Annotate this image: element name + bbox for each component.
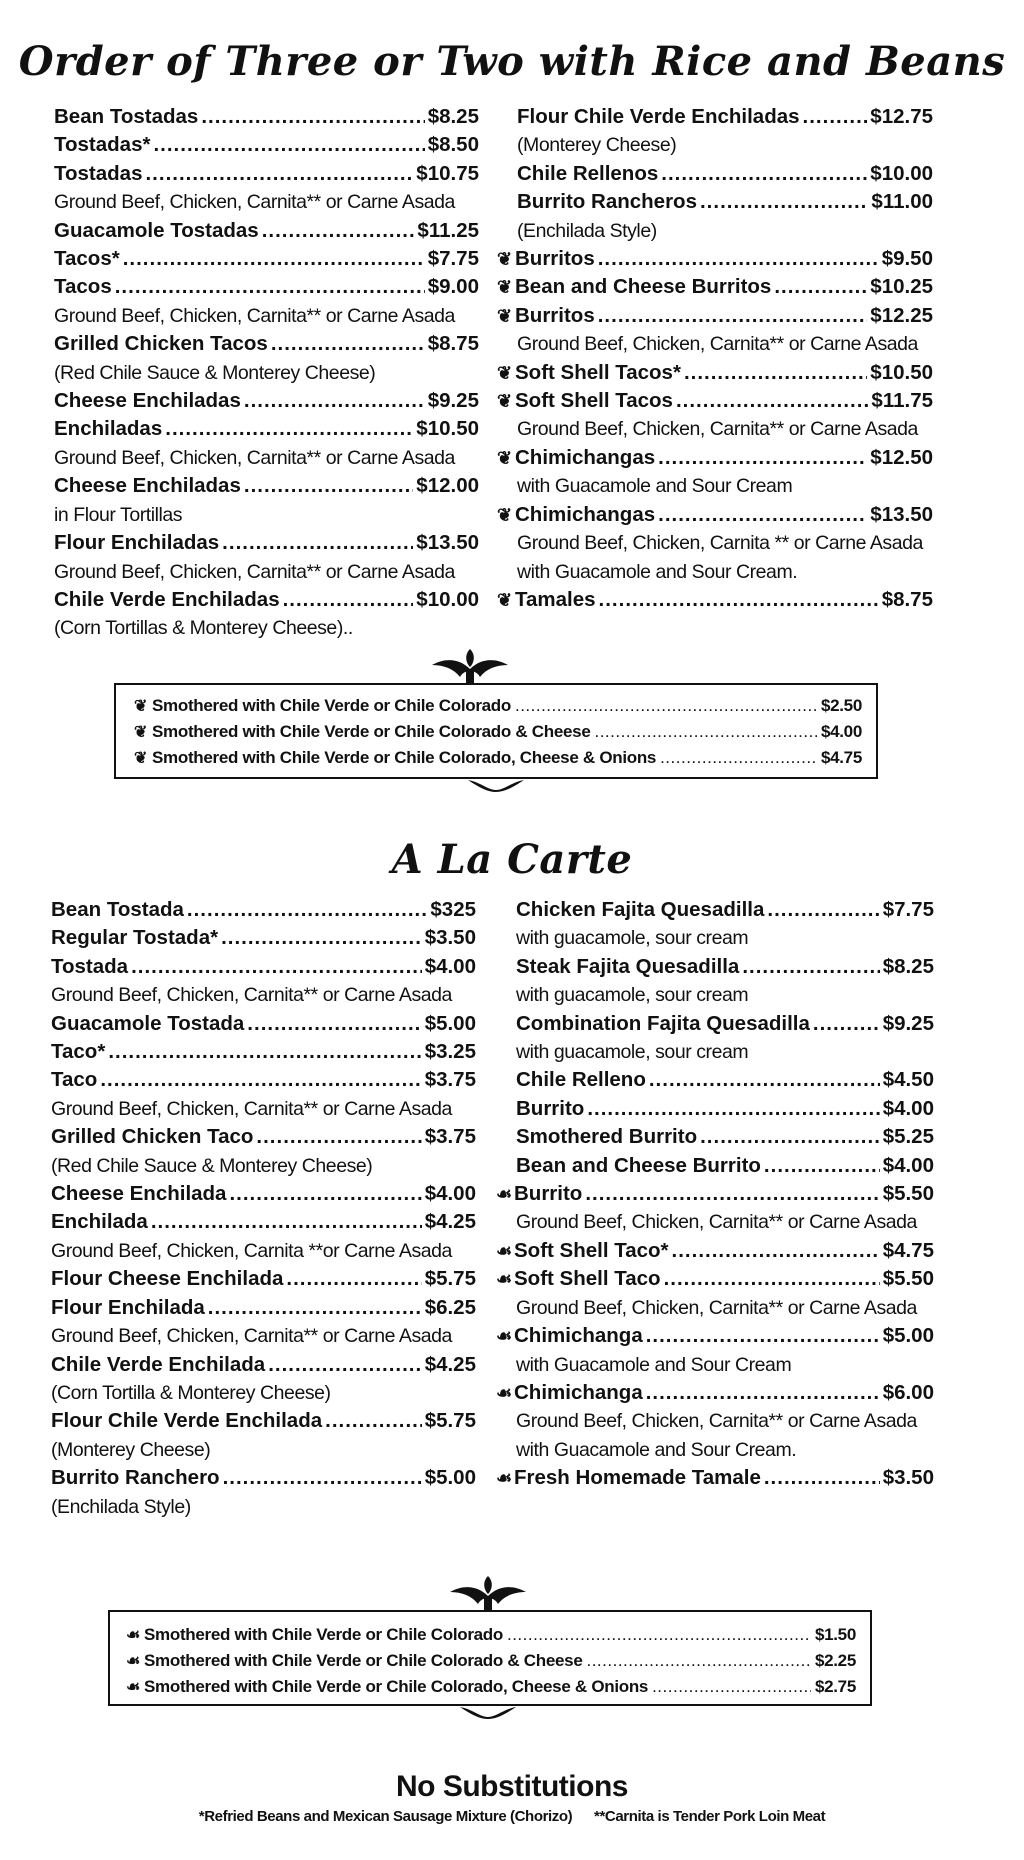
- menu-item-price: $10.00: [416, 587, 479, 611]
- menu-item-description: with guacamole, sour cream: [516, 927, 749, 950]
- dot-leader: [123, 245, 425, 273]
- dot-leader: [767, 896, 879, 924]
- menu-item: [54, 586, 479, 614]
- pepper-icon: ❦: [497, 391, 513, 412]
- menu-item: [497, 501, 933, 529]
- menu-item-price: $9.00: [427, 275, 479, 299]
- dot-leader: [256, 1123, 421, 1151]
- pepper-icon: ❦: [134, 698, 148, 715]
- menu-item-description: Ground Beef, Chicken, Carnita** or Carne Asada: [517, 333, 918, 356]
- menu-item-description: (Corn Tortilla & Monterey Cheese): [51, 1381, 331, 1404]
- menu-item-price: $4.75: [882, 1238, 934, 1262]
- dot-leader: [764, 1152, 880, 1180]
- menu-item-name: Cheese Enchiladas: [54, 474, 241, 498]
- menu-item-description: Ground Beef, Chicken, Carnita** or Carne Asada: [51, 1097, 452, 1120]
- smothered-options-box-1: [114, 683, 878, 779]
- dot-leader: [283, 586, 414, 614]
- dot-leader: [507, 1622, 811, 1647]
- menu-item-name: Burrito: [514, 1182, 583, 1206]
- menu-item-price: $8.25: [882, 954, 934, 978]
- menu-item-price: $5.75: [424, 1267, 476, 1291]
- sombrero-icon: ☙: [496, 1240, 513, 1261]
- menu-item: [51, 953, 476, 981]
- dot-leader: [676, 387, 868, 415]
- menu-item: [497, 245, 933, 273]
- combos-right-column: [497, 103, 933, 614]
- dot-leader: [271, 330, 425, 358]
- menu-item: [54, 273, 479, 301]
- pepper-icon: ❦: [134, 724, 148, 741]
- menu-item-price: $9.25: [427, 389, 479, 413]
- menu-item-name: Bean Tostadas: [54, 105, 199, 128]
- menu-item-name: Soft Shell Taco: [514, 1267, 661, 1291]
- dot-leader: [221, 924, 422, 952]
- menu-item-description: Ground Beef, Chicken, Carnita** or Carne Asada: [517, 418, 918, 441]
- menu-item-name: Flour Cheese Enchilada: [51, 1267, 284, 1291]
- dot-leader: [223, 1464, 422, 1492]
- menu-item-name: Flour Enchiladas: [54, 531, 220, 555]
- menu-item-description: (Red Chile Sauce & Monterey Cheese): [54, 361, 376, 384]
- menu-item-price: $7.75: [427, 247, 479, 271]
- menu-item: [54, 387, 479, 415]
- section-title-combos: Order of Three or Two with Rice and Beans: [18, 38, 1006, 85]
- menu-item-price: $4.00: [882, 1096, 934, 1120]
- smothered-option: [126, 1674, 856, 1700]
- menu-item-description: in Flour Tortillas: [54, 503, 183, 526]
- menu-item: [496, 1322, 934, 1350]
- menu-item-description: Ground Beef, Chicken, Carnita** or Carne Asada: [54, 446, 455, 469]
- menu-item-price: $8.25: [427, 105, 479, 128]
- smothered-option-text: Smothered with Chile Verde or Chile Colorado: [144, 1625, 503, 1644]
- menu-item-price: $12.00: [416, 474, 479, 498]
- menu-item-name: Steak Fajita Quesadilla: [516, 954, 740, 978]
- footnote-carnita: **Carnita is Tender Pork Loin Meat: [594, 1808, 826, 1825]
- menu-item-price: $325: [430, 898, 476, 921]
- menu-item-description: with Guacamole and Sour Cream: [516, 1353, 792, 1376]
- dot-leader: [684, 359, 867, 387]
- dot-leader: [208, 1294, 422, 1322]
- menu-item-name: Tacos: [54, 275, 112, 299]
- menu-item-price: $8.75: [881, 587, 933, 611]
- sombrero-icon: ☙: [496, 1269, 513, 1290]
- menu-item-description: (Enchilada Style): [517, 219, 657, 242]
- menu-item-name: Chile Verde Enchiladas: [54, 587, 280, 611]
- footnote-chorizo: *Refried Beans and Mexican Sausage Mixture (Chorizo): [198, 1808, 573, 1825]
- menu-item-price: $5.00: [882, 1324, 934, 1348]
- menu-item-price: $5.25: [882, 1125, 934, 1149]
- menu-item-description: Ground Beef, Chicken, Carnita** or Carne Asada: [54, 560, 455, 583]
- dot-leader: [131, 953, 422, 981]
- smothered-option-price: $2.75: [814, 1677, 856, 1696]
- pepper-icon: ❦: [497, 277, 513, 298]
- menu-item-name: Burrito Ranchero: [51, 1466, 220, 1490]
- smothered-option-price: $4.00: [820, 722, 862, 741]
- menu-item: [51, 1208, 476, 1236]
- menu-item-price: $10.50: [416, 417, 479, 441]
- menu-item: [516, 1152, 934, 1180]
- menu-item: [497, 273, 933, 301]
- menu-item: [516, 1095, 934, 1123]
- menu-item-name: Burrito Rancheros: [517, 190, 697, 214]
- menu-item-description: (Corn Tortillas & Monterey Cheese)..: [54, 617, 353, 640]
- dot-leader: [661, 160, 867, 188]
- smothered-option: [134, 719, 862, 745]
- menu-item-name: Grilled Chicken Tacos: [54, 332, 268, 356]
- menu-item-description: Ground Beef, Chicken, Carnita **or Carne Asada: [51, 1239, 452, 1262]
- menu-item: [516, 896, 934, 924]
- menu-item-name: Smothered Burrito: [516, 1125, 698, 1149]
- menu-item-price: $4.00: [424, 1182, 476, 1206]
- no-substitutions-heading: No Substitutions: [396, 1770, 628, 1803]
- menu-item-name: Tostadas: [54, 161, 143, 185]
- sombrero-icon: ☙: [126, 1627, 141, 1644]
- menu-item: [517, 103, 933, 131]
- a-la-carte-right-column: [496, 896, 934, 1493]
- dot-leader: [652, 1674, 811, 1699]
- menu-item-price: $10.25: [870, 275, 933, 299]
- dot-leader: [598, 302, 868, 330]
- menu-item: [497, 359, 933, 387]
- menu-item-price: $4.50: [882, 1068, 934, 1092]
- menu-item: [51, 1464, 476, 1492]
- menu-item-price: $6.00: [882, 1380, 934, 1404]
- dot-leader: [664, 1265, 880, 1293]
- menu-item-name: Enchilada: [51, 1210, 148, 1234]
- menu-item-name: Guacamole Tostada: [51, 1011, 245, 1035]
- menu-item: [497, 387, 933, 415]
- menu-item: [51, 924, 476, 952]
- menu-item-name: Bean and Cheese Burritos: [515, 275, 772, 299]
- menu-item-description: Ground Beef, Chicken, Carnita** or Carne Asada: [51, 1325, 452, 1348]
- menu-item-price: $3.75: [424, 1068, 476, 1092]
- sombrero-icon: ☙: [126, 1653, 141, 1670]
- smothered-option-text: Smothered with Chile Verde or Chile Colorado & Cheese: [144, 1651, 583, 1670]
- menu-item-price: $3.25: [424, 1040, 476, 1064]
- menu-item-price: $4.25: [424, 1210, 476, 1234]
- menu-item-name: Chile Relleno: [516, 1068, 646, 1092]
- menu-item-name: Tacos*: [54, 247, 120, 271]
- dot-leader: [700, 1123, 880, 1151]
- menu-item-price: $12.25: [870, 303, 933, 327]
- pepper-icon: ❦: [497, 249, 513, 270]
- menu-item-description: (Monterey Cheese): [51, 1438, 211, 1461]
- menu-item: [516, 1123, 934, 1151]
- menu-item-description: Ground Beef, Chicken, Carnita** or Carne Asada: [516, 1296, 917, 1319]
- menu-item: [496, 1237, 934, 1265]
- menu-item-price: $11.25: [417, 218, 479, 242]
- smothered-option-price: $2.25: [814, 1651, 856, 1670]
- menu-item-price: $11.75: [871, 389, 933, 413]
- dot-leader: [286, 1265, 421, 1293]
- menu-item-price: $5.00: [424, 1011, 476, 1035]
- dot-leader: [222, 529, 413, 557]
- menu-item-name: Chimichanga: [514, 1324, 643, 1348]
- menu-item-name: Soft Shell Tacos: [515, 389, 673, 413]
- menu-item: [496, 1180, 934, 1208]
- menu-item-price: $12.50: [870, 445, 933, 469]
- dot-leader: [515, 693, 817, 718]
- smothered-option-price: $4.75: [820, 748, 862, 767]
- box-bottom-flourish: [458, 1705, 518, 1721]
- dot-leader: [646, 1322, 880, 1350]
- pepper-icon: ❦: [134, 750, 148, 767]
- menu-item: [54, 103, 479, 131]
- menu-item-name: Tostada: [51, 954, 129, 978]
- menu-item-price: $5.50: [882, 1182, 934, 1206]
- menu-item-description: Ground Beef, Chicken, Carnita** or Carne Asada: [54, 304, 455, 327]
- menu-item-name: Cheese Enchiladas: [54, 389, 241, 413]
- dot-leader: [672, 1237, 880, 1265]
- menu-item-price: $9.25: [882, 1011, 934, 1035]
- smothered-option-text: Smothered with Chile Verde or Chile Colorado & Cheese: [152, 722, 591, 741]
- menu-item: [516, 1066, 934, 1094]
- smothered-option: [134, 693, 862, 719]
- menu-item: [54, 472, 479, 500]
- menu-item: [51, 1407, 476, 1435]
- smothered-option: [134, 745, 862, 771]
- menu-item-price: $3.50: [882, 1466, 934, 1490]
- menu-item-price: $13.50: [870, 502, 933, 526]
- menu-item-name: Soft Shell Tacos*: [515, 360, 681, 384]
- menu-item-price: $8.50: [427, 133, 479, 157]
- menu-item-description: Ground Beef, Chicken, Carnita** or Carne Asada: [54, 191, 455, 214]
- pepper-icon: ❦: [497, 362, 513, 383]
- menu-item-name: Burritos: [515, 303, 595, 327]
- menu-item: [51, 1010, 476, 1038]
- menu-item: [497, 586, 933, 614]
- dot-leader: [658, 444, 867, 472]
- pepper-icon: ❦: [497, 589, 513, 610]
- sombrero-icon: ☙: [126, 1679, 141, 1696]
- menu-item-price: $10.50: [870, 360, 933, 384]
- menu-item: [51, 1066, 476, 1094]
- menu-item: [51, 1038, 476, 1066]
- dot-leader: [660, 745, 817, 770]
- menu-item-description: Ground Beef, Chicken, Carnita** or Carne Asada: [516, 1410, 917, 1433]
- menu-item: [51, 1294, 476, 1322]
- smothered-options-box-2: [108, 1610, 872, 1706]
- menu-item-name: Fresh Homemade Tamale: [514, 1466, 761, 1490]
- menu-item-name: Chile Rellenos: [517, 161, 659, 185]
- menu-item-description: (Red Chile Sauce & Monterey Cheese): [51, 1154, 373, 1177]
- section-title-a-la-carte: A La Carte: [391, 836, 633, 883]
- dot-leader: [201, 103, 424, 131]
- a-la-carte-left-column: [51, 896, 476, 1521]
- menu-item-description: Ground Beef, Chicken, Carnita** or Carne Asada: [51, 984, 452, 1007]
- menu-item: [54, 330, 479, 358]
- menu-item: [54, 245, 479, 273]
- menu-item-price: $13.50: [416, 531, 479, 555]
- menu-item-description: (Enchilada Style): [51, 1495, 191, 1518]
- smothered-option-price: $2.50: [820, 696, 862, 715]
- menu-item-name: Soft Shell Taco*: [514, 1238, 669, 1262]
- menu-item-name: Tostadas*: [54, 133, 151, 157]
- menu-item-description: with guacamole, sour cream: [516, 984, 749, 1007]
- menu-item-description: Ground Beef, Chicken, Carnita** or Carne Asada: [516, 1211, 917, 1234]
- smothered-option-price: $1.50: [814, 1625, 856, 1644]
- combos-left-column: [54, 103, 479, 643]
- dot-leader: [598, 245, 879, 273]
- footnotes: [0, 1808, 1024, 1825]
- menu-item-price: $10.00: [870, 161, 933, 185]
- menu-item-name: Flour Chile Verde Enchilada: [51, 1409, 323, 1433]
- menu-item-price: $3.75: [424, 1125, 476, 1149]
- menu-item-name: Tamales: [515, 587, 596, 611]
- menu-item: [496, 1265, 934, 1293]
- menu-item-price: $10.75: [416, 161, 479, 185]
- pepper-icon: ❦: [497, 504, 513, 525]
- menu-item: [51, 1123, 476, 1151]
- menu-item: [54, 415, 479, 443]
- dot-leader: [586, 1648, 810, 1673]
- menu-item: [54, 160, 479, 188]
- sombrero-icon: ☙: [496, 1326, 513, 1347]
- smothered-option: [126, 1648, 856, 1674]
- menu-item: [497, 302, 933, 330]
- smothered-option-text: Smothered with Chile Verde or Chile Colorado, Cheese & Onions: [144, 1677, 649, 1696]
- menu-item-name: Chimichangas: [515, 445, 656, 469]
- dot-leader: [649, 1066, 880, 1094]
- menu-item: [51, 896, 476, 924]
- menu-item-name: Chile Verde Enchilada: [51, 1352, 266, 1376]
- menu-item: [54, 131, 479, 159]
- smothered-option: [126, 1622, 856, 1648]
- menu-item-name: Chimichanga: [514, 1380, 643, 1404]
- dot-leader: [646, 1379, 880, 1407]
- menu-item-price: $12.75: [870, 105, 933, 128]
- menu-item-name: Taco: [51, 1068, 98, 1092]
- dot-leader: [813, 1010, 880, 1038]
- sombrero-icon: ☙: [496, 1184, 513, 1205]
- menu-item-price: $5.50: [882, 1267, 934, 1291]
- menu-item-name: Bean Tostada: [51, 898, 184, 921]
- dot-leader: [658, 501, 867, 529]
- dot-leader: [774, 273, 867, 301]
- dot-leader: [262, 217, 415, 245]
- menu-item: [496, 1379, 934, 1407]
- menu-item-name: Flour Enchilada: [51, 1295, 205, 1319]
- menu-item: [496, 1464, 934, 1492]
- menu-item-name: Regular Tostada*: [51, 926, 219, 950]
- menu-item-price: $9.50: [881, 247, 933, 271]
- box-bottom-flourish: [466, 778, 526, 794]
- dot-leader: [100, 1066, 421, 1094]
- menu-item-name: Flour Chile Verde Enchiladas: [517, 105, 800, 128]
- dot-leader: [165, 415, 413, 443]
- menu-item-price: $4.00: [424, 954, 476, 978]
- menu-item-name: Guacamole Tostadas: [54, 218, 259, 242]
- menu-item-description: with guacamole, sour cream: [516, 1041, 749, 1064]
- dot-leader: [594, 719, 816, 744]
- dot-leader: [742, 953, 879, 981]
- menu-item-price: $5.00: [424, 1466, 476, 1490]
- menu-item-price: $3.50: [424, 926, 476, 950]
- sombrero-icon: ☙: [496, 1382, 513, 1403]
- menu-item-description: with Guacamole and Sour Cream.: [516, 1438, 797, 1461]
- menu-item: [516, 953, 934, 981]
- menu-item-name: Bean and Cheese Burrito: [516, 1153, 761, 1177]
- menu-item: [51, 1180, 476, 1208]
- dot-leader: [325, 1407, 422, 1435]
- pepper-icon: ❦: [497, 305, 513, 326]
- menu-item-price: $5.75: [424, 1409, 476, 1433]
- menu-item-description: with Guacamole and Sour Cream: [517, 475, 793, 498]
- menu-item: [517, 160, 933, 188]
- menu-item-name: Burritos: [515, 247, 595, 271]
- pepper-icon: ❦: [497, 447, 513, 468]
- dot-leader: [229, 1180, 421, 1208]
- menu-item-price: $8.75: [427, 332, 479, 356]
- dot-leader: [108, 1038, 421, 1066]
- menu-item-name: Combination Fajita Quesadilla: [516, 1011, 810, 1035]
- menu-item: [51, 1265, 476, 1293]
- menu-item: [51, 1351, 476, 1379]
- menu-item: [497, 444, 933, 472]
- dot-leader: [151, 1208, 422, 1236]
- dot-leader: [244, 387, 425, 415]
- menu-item: [517, 188, 933, 216]
- dot-leader: [803, 103, 868, 131]
- dot-leader: [764, 1464, 880, 1492]
- dot-leader: [153, 131, 424, 159]
- menu-item-price: $11.00: [871, 190, 933, 214]
- dot-leader: [700, 188, 868, 216]
- menu-item-price: $4.25: [424, 1352, 476, 1376]
- menu-item: [516, 1010, 934, 1038]
- menu-item: [54, 529, 479, 557]
- menu-item-name: Chimichangas: [515, 502, 656, 526]
- menu-item-price: $4.00: [882, 1153, 934, 1177]
- menu-item-name: Cheese Enchilada: [51, 1182, 227, 1206]
- dot-leader: [585, 1180, 879, 1208]
- dot-leader: [587, 1095, 879, 1123]
- menu-item-name: Enchiladas: [54, 417, 163, 441]
- dot-leader: [599, 586, 879, 614]
- dot-leader: [244, 472, 413, 500]
- menu-item-price: $6.25: [424, 1295, 476, 1319]
- dot-leader: [187, 896, 427, 924]
- menu-item: [54, 217, 479, 245]
- menu-item-name: Burrito: [516, 1096, 585, 1120]
- menu-item-name: Taco*: [51, 1040, 106, 1064]
- menu-item-description: Ground Beef, Chicken, Carnita ** or Carne Asada: [517, 532, 923, 555]
- menu-item-name: Grilled Chicken Taco: [51, 1125, 254, 1149]
- menu-item-description: with Guacamole and Sour Cream.: [517, 560, 798, 583]
- dot-leader: [145, 160, 413, 188]
- menu-item-name: Chicken Fajita Quesadilla: [516, 898, 765, 921]
- menu-item-price: $7.75: [882, 898, 934, 921]
- dot-leader: [247, 1010, 421, 1038]
- menu-item-description: (Monterey Cheese): [517, 134, 677, 157]
- smothered-option-text: Smothered with Chile Verde or Chile Colorado, Cheese & Onions: [152, 748, 657, 767]
- dot-leader: [268, 1351, 421, 1379]
- sombrero-icon: ☙: [496, 1468, 513, 1489]
- dot-leader: [115, 273, 425, 301]
- smothered-option-text: Smothered with Chile Verde or Chile Colorado: [152, 696, 511, 715]
